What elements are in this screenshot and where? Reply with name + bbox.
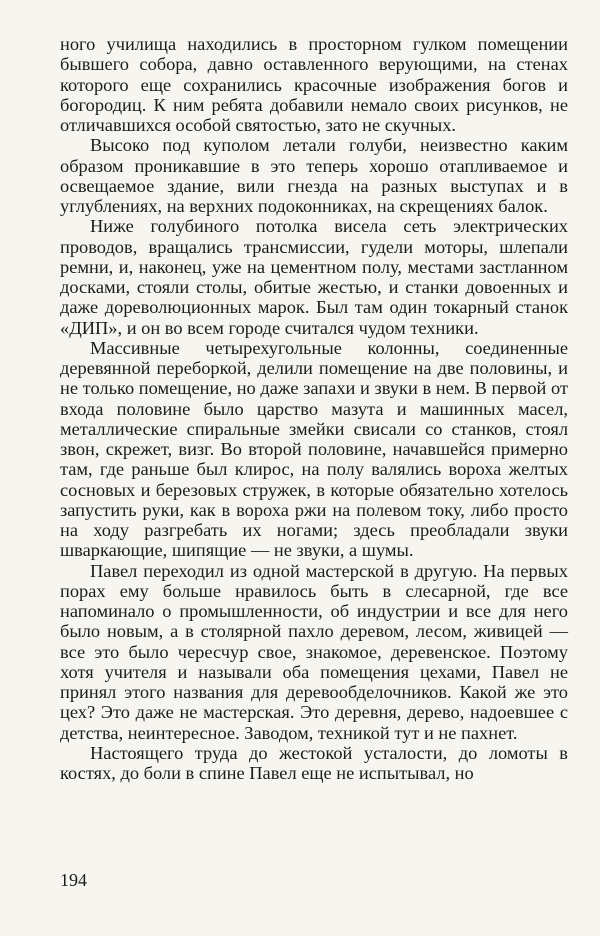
paragraph-6: Настоящего труда до жестокой усталости, до ломоты в костях, до боли в спине Павел еще не испытывал, но xyxy=(60,742,568,783)
paragraph-3: Ниже голубиного потолка висела сеть электрических проводов, вращались трансмиссии, гудели моторы, шлепали ремни, и, наконец, уже на цементном полу, местами застланном досками, стояли столы, обитые жестью, и станки довоенных и даже дореволюционных марок. Был там один токарный станок «ДИП», и он во всем городе считался чудом техники. xyxy=(60,216,568,338)
page-text xyxy=(60,34,568,904)
paragraph-5: Павел переходил из одной мастерской в другую. На первых порах ему больше нравилось быть в слесарной, где все напоминало о промышленности, об индустрии и все для него было новым, а в столярной пахло деревом, лесом, живицей — все это было чересчур свое, знакомое, деревенское. Поэтому хотя учителя и называли оба помещения цехами, Павел не принял этого названия для деревообделочников. Какой же это цех? Это даже не мастерская. Это деревня, дерево, надоевшее с детства, неинтересное. Заводом, техникой тут и не пахнет. xyxy=(60,560,568,743)
paragraph-4: Массивные четырехугольные колонны, соединенные деревянной переборкой, делили помещение на две половины, и не только помещение, но даже запахи и звуки в нем. В первой от входа половине было царство мазута и машинных масел, металлические спиральные змейки свисали со станков, стоял звон, скрежет, визг. Во второй половине, начавшейся примерно там, где раньше был клирос, на полу валялись вороха желтых сосновых и березовых стружек, в которые обязательно хотелось запустить руки, как в вороха ржи на полевом току, либо просто на ходу разгребать их ногами; здесь преобладали звуки шваркающие, шипящие — не звуки, а шумы. xyxy=(60,337,568,561)
paragraph-2: Высоко под куполом летали голуби, неизвестно каким образом проникавшие в это теперь хорошо отапливаемое и освещаемое здание, вили гнезда на разных выступах и в углублениях, на верхних подоконниках, на скрещениях балок. xyxy=(60,135,568,216)
page-number: 194 xyxy=(60,870,87,890)
paragraph-1: ного училища находились в просторном гулком помещении бывшего собора, давно оставленного верующими, на стенах которого еще сохранились красочные изображения богов и богородиц. К ним ребята добавили немало своих рисунков, не отличавшихся особой святостью, зато не скучных. xyxy=(60,34,568,135)
